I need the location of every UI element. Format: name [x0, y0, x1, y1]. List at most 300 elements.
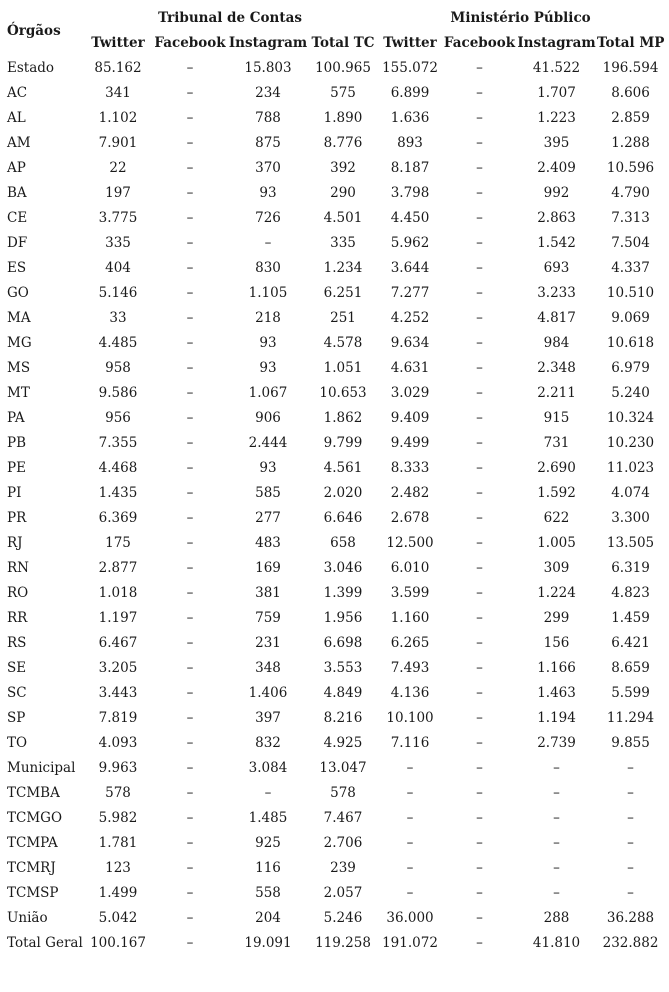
table-cell: 10.653 [319, 384, 367, 401]
table-cell: 956 [105, 409, 131, 426]
table-cell: – [476, 159, 483, 176]
table-cell: 2.690 [537, 459, 576, 476]
table-cell: – [553, 759, 560, 776]
table-cell: – [476, 134, 483, 151]
table-cell: – [476, 584, 483, 601]
table-cell: 10.324 [606, 409, 655, 426]
row-label: PI [7, 484, 22, 501]
row-label: RR [7, 609, 28, 626]
row-label: SE [7, 659, 27, 676]
table-cell: 348 [255, 659, 281, 676]
table-cell: 9.634 [390, 334, 430, 351]
table-cell: 9.586 [98, 384, 138, 401]
table-cell: 15.803 [244, 59, 292, 76]
table-cell: 1.435 [98, 484, 138, 501]
table-cell: 370 [255, 159, 281, 176]
table-cell: 4.817 [537, 309, 576, 326]
table-cell: 1.105 [248, 284, 288, 301]
table-row [5, 355, 664, 380]
table-cell: – [476, 859, 483, 876]
table-cell: 10.618 [606, 334, 655, 351]
table-row [5, 155, 664, 180]
table-cell: 3.798 [390, 184, 430, 201]
table-row [5, 205, 664, 230]
table-cell: 925 [255, 834, 281, 851]
table-cell: 1.399 [323, 584, 363, 601]
row-label: CE [7, 209, 28, 226]
table-cell: 277 [255, 509, 281, 526]
row-label: TCMGO [7, 809, 63, 826]
table-cell: 13.047 [319, 759, 367, 776]
table-cell: 7.504 [611, 234, 650, 251]
row-label: União [7, 909, 48, 926]
table-cell: 958 [105, 359, 131, 376]
table-cell: 5.240 [611, 384, 650, 401]
table-cell: – [476, 784, 483, 801]
table-cell: 2.482 [390, 484, 430, 501]
table-cell: – [186, 859, 194, 876]
table-cell: 1.166 [537, 659, 576, 676]
table-row [5, 80, 664, 105]
table-cell: – [553, 834, 560, 851]
table-cell: 10.510 [606, 284, 655, 301]
table-cell: 392 [330, 159, 356, 176]
table-cell: 3.300 [611, 509, 650, 526]
table-cell: 33 [109, 309, 127, 326]
table-cell: 4.136 [390, 684, 430, 701]
header-instagram-tc: Instagram [228, 34, 308, 51]
table-cell: 1.406 [248, 684, 288, 701]
table-cell: 6.899 [390, 84, 430, 101]
table-cell: 1.067 [248, 384, 288, 401]
table-cell: 992 [543, 184, 570, 201]
table-cell: 3.205 [98, 659, 138, 676]
table-row [5, 230, 664, 255]
table-cell: 232.882 [602, 934, 659, 951]
table-cell: 2.020 [323, 484, 363, 501]
table-row [5, 805, 664, 830]
table-cell: 5.982 [98, 809, 138, 826]
table-row [5, 455, 664, 480]
table-cell: 6.319 [611, 559, 650, 576]
table-cell: 7.493 [390, 659, 430, 676]
row-label: TCMBA [7, 784, 60, 801]
table-cell: 9.855 [611, 734, 650, 751]
table-cell: – [476, 334, 483, 351]
table-cell: 85.162 [94, 59, 142, 76]
table-cell: – [476, 534, 483, 551]
table-cell: 3.046 [323, 559, 363, 576]
header-columns-row [5, 30, 664, 55]
table-cell: 3.644 [390, 259, 430, 276]
table-cell: – [476, 409, 483, 426]
table-cell: – [476, 884, 483, 901]
table-cell: 251 [330, 309, 356, 326]
table-cell: 7.116 [390, 734, 430, 751]
table-row [5, 630, 664, 655]
table-cell: – [186, 334, 194, 351]
table-cell: 2.863 [537, 209, 576, 226]
row-label: Municipal [7, 759, 76, 776]
table-cell: 196.594 [602, 59, 659, 76]
table-cell: – [476, 259, 483, 276]
table-cell: – [186, 159, 194, 176]
table-cell: 1.463 [537, 684, 576, 701]
table-cell: 341 [105, 84, 131, 101]
table-cell: 288 [543, 909, 570, 926]
table-row [5, 505, 664, 530]
table-cell: 575 [330, 84, 356, 101]
table-row [5, 680, 664, 705]
table-cell: 4.093 [98, 734, 138, 751]
table-cell: 1.592 [537, 484, 576, 501]
table-cell: 1.197 [98, 609, 138, 626]
table-cell: 1.005 [537, 534, 576, 551]
row-label: TO [7, 734, 28, 751]
row-label: TCMSP [7, 884, 59, 901]
table-cell: 5.599 [611, 684, 650, 701]
table-cell: – [186, 584, 194, 601]
table-cell: 1.160 [390, 609, 430, 626]
row-label: MS [7, 359, 31, 376]
table-cell: 830 [255, 259, 281, 276]
row-label: MT [7, 384, 30, 401]
table-cell: 395 [543, 134, 570, 151]
table-cell: 1.224 [537, 584, 576, 601]
table-cell: – [186, 134, 194, 151]
table-cell: 1.051 [323, 359, 363, 376]
table-row [5, 905, 664, 930]
table-cell: – [627, 759, 634, 776]
row-label: TCMRJ [7, 859, 56, 876]
table-cell: – [186, 359, 194, 376]
table-cell: 197 [105, 184, 131, 201]
table-row [5, 755, 664, 780]
table-cell: – [264, 784, 272, 801]
header-instagram-mp: Instagram [517, 34, 596, 51]
table-cell: 41.522 [532, 59, 581, 76]
row-label: TCMPA [7, 834, 58, 851]
table-cell: – [186, 659, 194, 676]
table-cell: 9.499 [390, 434, 430, 451]
row-label: SP [7, 709, 26, 726]
table-header [5, 6, 664, 55]
table-cell: 404 [105, 259, 131, 276]
table-cell: 2.211 [537, 384, 576, 401]
table-cell: 578 [330, 784, 356, 801]
table-cell: 9.963 [98, 759, 138, 776]
table-cell: 100.965 [315, 59, 371, 76]
table-row [5, 780, 664, 805]
table-cell: – [186, 759, 194, 776]
table-cell: 2.409 [537, 159, 576, 176]
table-cell: 191.072 [382, 934, 438, 951]
header-group-tribunal-de-contas: Tribunal de Contas [158, 10, 302, 26]
row-label: SC [7, 684, 27, 701]
table-cell: 726 [255, 209, 281, 226]
table-cell: – [627, 784, 634, 801]
table-cell: 19.091 [244, 934, 292, 951]
table-cell: 11.023 [606, 459, 655, 476]
table-cell: – [186, 909, 194, 926]
table-cell: – [186, 309, 194, 326]
table-row [5, 180, 664, 205]
table-cell: 6.265 [390, 634, 430, 651]
table-cell: 8.333 [390, 459, 430, 476]
table-cell: 832 [255, 734, 281, 751]
table-cell: – [627, 809, 634, 826]
row-label: AP [7, 159, 26, 176]
table-cell: 5.962 [390, 234, 430, 251]
table-row [5, 105, 664, 130]
table-cell: – [186, 809, 194, 826]
table-cell: 9.069 [611, 309, 650, 326]
table-cell: – [476, 209, 483, 226]
table-cell: – [186, 59, 194, 76]
table-cell: – [406, 884, 414, 901]
table-cell: 204 [255, 909, 281, 926]
table-cell: – [476, 384, 483, 401]
table-row [5, 930, 664, 955]
table-cell: 1.499 [98, 884, 138, 901]
header-orgaos: Órgãos [7, 22, 61, 39]
table-cell: 2.877 [98, 559, 138, 576]
table-cell: – [553, 859, 560, 876]
row-label: DF [7, 234, 28, 251]
table-cell: 658 [330, 534, 356, 551]
table-row [5, 255, 664, 280]
table-row [5, 880, 664, 905]
table-row [5, 55, 664, 80]
table-cell: 1.102 [98, 109, 138, 126]
table-cell: 175 [105, 534, 131, 551]
row-label: GO [7, 284, 29, 301]
table-cell: – [406, 834, 414, 851]
row-label: PA [7, 409, 25, 426]
table-cell: 4.925 [323, 734, 363, 751]
table-cell: – [476, 284, 483, 301]
table-cell: 7.467 [323, 809, 363, 826]
table-cell: 3.775 [98, 209, 138, 226]
table-cell: 622 [543, 509, 570, 526]
table-cell: – [476, 109, 483, 126]
table-cell: 2.706 [323, 834, 363, 851]
table-cell: 7.901 [98, 134, 138, 151]
table-cell: – [186, 609, 194, 626]
row-label: AC [7, 84, 28, 101]
table-cell: – [476, 834, 483, 851]
table-cell: 234 [255, 84, 281, 101]
row-label: BA [7, 184, 27, 201]
table-cell: 93 [259, 459, 277, 476]
table-cell: 299 [543, 609, 570, 626]
table-cell: – [476, 934, 483, 951]
table-cell: 6.251 [323, 284, 363, 301]
table-cell: 8.776 [323, 134, 363, 151]
header-facebook-mp: Facebook [443, 34, 516, 51]
table-cell: – [186, 109, 194, 126]
table-cell: 397 [255, 709, 281, 726]
table-cell: 1.542 [537, 234, 576, 251]
table-cell: 1.636 [390, 109, 430, 126]
table-cell: – [186, 459, 194, 476]
table-cell: 4.450 [390, 209, 430, 226]
table-cell: – [186, 234, 194, 251]
table-cell: – [186, 634, 194, 651]
table-row [5, 855, 664, 880]
table-cell: – [476, 909, 483, 926]
table-cell: 3.029 [390, 384, 430, 401]
header-facebook-tc: Facebook [154, 34, 226, 51]
table-cell: – [627, 859, 634, 876]
table-cell: – [553, 809, 560, 826]
table-cell: 4.823 [611, 584, 650, 601]
table-cell: 4.468 [98, 459, 138, 476]
table-cell: 788 [255, 109, 281, 126]
table-cell: 4.631 [390, 359, 430, 376]
table-cell: – [476, 809, 483, 826]
table-cell: 10.596 [606, 159, 655, 176]
table-cell: 119.258 [315, 934, 371, 951]
header-group-ministerio-publico: Ministério Público [450, 10, 591, 26]
row-label: RS [7, 634, 27, 651]
table-cell: 4.252 [390, 309, 430, 326]
table-cell: – [476, 559, 483, 576]
row-label: Total Geral [7, 934, 83, 951]
table-cell: – [186, 534, 194, 551]
table-cell: 2.057 [323, 884, 363, 901]
table-cell: – [186, 709, 194, 726]
table-row [5, 605, 664, 630]
table-row [5, 830, 664, 855]
table-cell: 93 [259, 184, 277, 201]
table-cell: – [406, 759, 414, 776]
table-cell: 585 [255, 484, 281, 501]
row-label: PE [7, 459, 26, 476]
table-cell: 10.230 [606, 434, 655, 451]
table-cell: 6.698 [323, 634, 363, 651]
table-cell: – [186, 684, 194, 701]
table-cell: 9.799 [323, 434, 363, 451]
table-cell: 759 [255, 609, 281, 626]
table-cell: 4.074 [611, 484, 650, 501]
table-cell: – [476, 59, 483, 76]
table-cell: 218 [255, 309, 281, 326]
table-cell: 13.505 [606, 534, 655, 551]
table-row [5, 305, 664, 330]
table-cell: 1.707 [537, 84, 576, 101]
table-cell: 5.246 [323, 909, 363, 926]
table-cell: 731 [543, 434, 570, 451]
table-cell: – [186, 184, 194, 201]
table-cell: 22 [109, 159, 127, 176]
table-row [5, 130, 664, 155]
table-cell: – [186, 784, 194, 801]
row-label: MG [7, 334, 32, 351]
table-cell: 1.862 [323, 409, 363, 426]
table-cell: – [406, 784, 414, 801]
table-cell: 3.443 [98, 684, 138, 701]
table-cell: – [186, 734, 194, 751]
table-cell: – [186, 284, 194, 301]
table-cell: – [186, 434, 194, 451]
table-cell: 578 [105, 784, 131, 801]
table-cell: 906 [255, 409, 281, 426]
table-cell: 2.678 [390, 509, 430, 526]
table-cell: 875 [255, 134, 281, 151]
data-table [5, 6, 664, 955]
table-cell: – [627, 884, 634, 901]
row-label: RN [7, 559, 29, 576]
row-label: RO [7, 584, 29, 601]
table-cell: 2.348 [537, 359, 576, 376]
table-cell: 12.500 [386, 534, 434, 551]
table-cell: – [476, 484, 483, 501]
table-cell: – [406, 809, 414, 826]
table-cell: 36.000 [386, 909, 434, 926]
table-cell: – [627, 834, 634, 851]
table-cell: 2.859 [611, 109, 650, 126]
table-cell: 1.781 [98, 834, 138, 851]
table-row [5, 530, 664, 555]
row-label: MA [7, 309, 31, 326]
table-cell: – [186, 834, 194, 851]
row-label: PR [7, 509, 27, 526]
table-cell: – [186, 209, 194, 226]
table-cell: 335 [330, 234, 356, 251]
table-cell: 1.485 [248, 809, 288, 826]
table-cell: – [186, 884, 194, 901]
table-cell: 3.233 [537, 284, 576, 301]
table-cell: – [186, 409, 194, 426]
table-cell: – [186, 559, 194, 576]
table-cell: 116 [255, 859, 281, 876]
table-cell: 6.467 [98, 634, 138, 651]
table-cell: 11.294 [606, 709, 655, 726]
table-cell: 100.167 [90, 934, 146, 951]
table-cell: 893 [397, 134, 423, 151]
table-row [5, 380, 664, 405]
table-cell: 5.042 [98, 909, 138, 926]
table-cell: 2.739 [537, 734, 576, 751]
table-cell: – [553, 784, 560, 801]
table-cell: 1.956 [323, 609, 363, 626]
table-row [5, 730, 664, 755]
table-cell: 381 [255, 584, 281, 601]
table-cell: 155.072 [382, 59, 438, 76]
table-cell: – [476, 634, 483, 651]
table-row [5, 330, 664, 355]
table-row [5, 430, 664, 455]
table-cell: 8.606 [611, 84, 650, 101]
table-cell: 3.553 [323, 659, 363, 676]
header-total-tc: Total TC [311, 34, 375, 51]
table-cell: 6.010 [390, 559, 430, 576]
table-row [5, 580, 664, 605]
row-label: AM [7, 134, 31, 151]
table-cell: 309 [543, 559, 570, 576]
table-row [5, 280, 664, 305]
table-row [5, 555, 664, 580]
table-cell: 1.194 [537, 709, 576, 726]
table-cell: – [476, 684, 483, 701]
row-label: Estado [7, 59, 55, 76]
table-cell: 1.459 [611, 609, 650, 626]
table-cell: 984 [543, 334, 570, 351]
table-cell: 7.313 [611, 209, 650, 226]
table-cell: 6.979 [611, 359, 650, 376]
table-cell: 3.084 [248, 759, 288, 776]
